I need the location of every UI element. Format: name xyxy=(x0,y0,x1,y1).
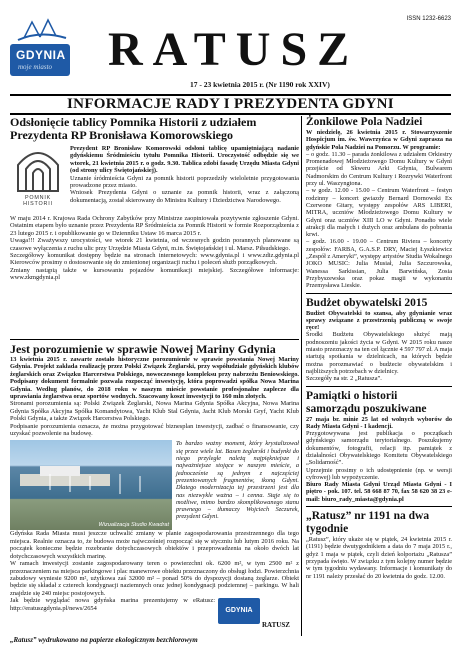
pomnik-caption-bottom: HISTORII xyxy=(23,201,53,208)
article-paragraph: – godz. 16.00 - 19.00 – Centrum Riviera – koncerty zespołów: FARBA, G.A.S.P. DRY, Maciej Łyszkiewicz „Zespół z Ameryki”, występy artystów Studia Wokalnego JOKO MUSIC: Julia Musiał, Julia Szczurowska, Wanessa Sarkissian, Julia Barwińska, Zosia Przybyszewska oraz pokaz magii w wykonaniu Przemysława Lieskie. xyxy=(306,238,452,290)
pomnik-historii-logo xyxy=(10,145,66,215)
article-paragraph: Uznanie śródmieścia Gdyni za pomnik historii poprzedziły wieloletnie przygotowania prowadzone przez miasto. xyxy=(70,174,299,190)
divider xyxy=(306,386,452,387)
gdynia-footer-logo: GDYNIA xyxy=(218,598,260,624)
article-lead: Budżet Obywatelski to szansa, aby gdynianie wraz sprawy związane z przestrzenią publiczną w swoje ręce! xyxy=(306,309,452,332)
article-title: Pamiątki o historii samorządu poszukiwane xyxy=(306,389,427,415)
right-column xyxy=(306,116,452,582)
article-pamiatki xyxy=(306,390,452,504)
article-title: Odsłonięcie tablicy Pomnika Historii z udziałem Prezydenta RP Bronisława Komorowskiego xyxy=(10,115,257,142)
contact-info: Biuro Rady Miasta Gdyni Urząd Miasta Gdyni - I piętro - pok. 107. tel. 58 668 87 70, fax 58 620 38 23 e-mail: biuro_rady_miasta@gdynia.pl xyxy=(306,481,452,503)
masthead-title: RATUSZ xyxy=(108,23,360,76)
divider xyxy=(306,506,452,507)
article-paragraph: Stronami porozumienia są: Polski Związek Żeglarski, Nowa Marina Gdynia Spółka Akcyjna, Nowa Marina Gdynia Spółka Akcyjna Spółka Komandytowa, Yacht Klub Stal Gdynia, Jacht Klub Morski Gryf, Yacht Klub Polski Gdynia, a także Związek Harcerstwa Polskiego. xyxy=(10,400,299,423)
article-pomnik-historii xyxy=(10,116,299,282)
article-paragraph: Przygotowywana jest publikacja o początkach gdyńskiego samorządu terytorialnego. Poszukujemy dokumentów, fotografii, relacji itp. pamiątek z działalności Obywatelskiego Komitetu Obywatelskiego „Solidarność”. xyxy=(306,430,452,467)
article-title: Budżet obywatelski 2015 xyxy=(306,296,428,309)
divider xyxy=(10,339,299,340)
gdynia-logo[interactable] xyxy=(10,18,102,80)
article-paragraph: W ramach inwestycji zostanie zagospodarowany teren o powierzchni ok. 6200 m², w tym 2500 m² z przeznaczeniem na miejsca parkingowe i plac manewrowe obiektu przeznaczony do obsługi łodzi. Powierzchnia zabudowy wyniesie 9200 m², użytkowa zaś 32000 m² – ponad 50% do dyspozycji dostaną żeglarze. Obiekt będzie się składał z czterech kondygnacji naziemnych oraz jednej kondygnacji podziemnej – parkingu. W hali znajdzie się 240 miejsc postojowych. xyxy=(10,560,299,597)
article-paragraph: – o godz. 11.30 – parada żonkilowa z udziałem Orkiestry Promenadowej Młodzieżowego Domu Kultury w Gdyni przejście od Skweru Arki Gdynia, Bulwarem Nadmorskim do Centrum Kultury i Rozrywki Waterfront przy ul. Waszyngtona. xyxy=(306,150,452,188)
article-quote: To bardzo ważny moment, który krystalizował się przez wiele lat. Basen żeglarski i budynki do niego przyległe należą najpiękniejsze i najważniejsze stojące w naszym mieście, a jednocześnie są jednym z najczęściej prezentowanych fragmentów, ikoną Gdyni. Dlatego modernizacja tej przestrzeni jest dla nas niezwykle ważna – i cenna. Stąje się to możliwe, mimo bardzo skomplikowanego stanu prawnego – tłumaczy Wojciech Szczurek, prezydent Gdyni. xyxy=(176,440,299,521)
article-lead: W niedzielę, 26 kwietnia 2015 r. Stowarzyszenie Hospicjum im. św. Wawrzyńca w Gdyni zaprasza na gdyńskie Pola Nadziei na Pomorzu. W programie: xyxy=(306,129,452,151)
photo-caption: Wizualizacja Studio Kwadrat xyxy=(98,522,169,529)
issue-info: 17 - 23 kwietnia 2015 r. (Nr 1190 rok XXIV) xyxy=(190,80,330,89)
article-title: „Ratusz” nr 1191 na dwa tygodnie xyxy=(306,510,430,536)
footer-slogan: „Ratusz” wydrukowano na papierze ekologicznym bezchlorowym xyxy=(10,636,198,644)
marina-visualization-photo xyxy=(10,440,172,530)
article-paragraph: „Ratusz”, który ukaże się w piątek, 24 kwietnia 2015 r. (1191) będzie dwutygodnikiem a data do 7 maja 2015 r., gdyż 1 maja w piątek, czyli dzień kolportażu „Ratusza” przypada święto. W związku z tym kolejny numer będzie w tym tygodniu wydawany. Informacje i komunikaty do nr 1191 należy przesłać do 20 kwietnia do godz. 12.00. xyxy=(306,536,452,580)
logo-subtitle: moje miasto xyxy=(18,63,53,71)
article-lead: 13 kwietnia 2015 r. zawarte zostało historyczne porozumienie w sprawie powstania Nowej Mariny Gdynia. Projekt zakłada realizację przez Polski Związek Żeglarski, przy współudziale gdyńskich klubów żeglarskich oraz Związku Harcerstwa Polskiego, nowoczesnego kompleksu przy nabrzeżu Beniowskiego. Podpisany dokument formalnie pozwala rozpocząć inwestycję, która poprowadzi spółka Nowa Marina Gdynia. Według planów, do 2018 roku w naszym mieście powstanie profesjonalne zaplecze dla uprawiania żeglarstwa oraz sportów wodnych. Szacowany koszt inwestycji to 160 mln złotych. xyxy=(10,356,299,401)
article-title: Jest porozumienie w sprawie Nowej Mariny Gdynia xyxy=(10,342,276,356)
section-banner: INFORMACJE RADY I PREZYDENTA GDYNI xyxy=(10,94,451,115)
article-title: Żonkilowe Pola Nadziei xyxy=(306,116,423,128)
logo-word: GDYNIA xyxy=(16,48,66,62)
article-paragraph: Szczegóły na str. 2 „Ratusza”. xyxy=(306,375,382,383)
article-paragraph: Uprzejmie prosimy o ich udostępnienie (np. w wersji cyfrowej) lub wypożyczenie. xyxy=(306,466,452,481)
article-paragraph: Gdyńska Rada Miasta musi jeszcze uchwalić zmiany w planie zagospodarowania przestrzennego dla tego miejsca. Realnie oznacza to, że budowa może najwcześniej rozpocząć się w styczniu lub lutym 2016 roku. Na początek konieczne będzie rozebranie dotychczasowych obiektów i przeprowadzenia na około dwóch lat dotychczasowych wszystkich marinę. xyxy=(10,530,299,560)
divider xyxy=(306,293,452,294)
article-paragraph: Uwaga!!! Zważywszy urocystości, we wtorek 21 kwietnia, od wczesnych godzin porannych planowane są czasowe wyłączenia z ruchu ulic przy Urzędzie Miasta Gdyni, m.in. Świętojańskiej i ul. Marsz. Piłsudskiego. xyxy=(10,237,299,252)
article-zonkilowe-pola xyxy=(306,116,452,290)
article-lead-block xyxy=(70,145,299,215)
pomnik-caption-top: POMNIK xyxy=(24,195,52,201)
column-divider xyxy=(301,116,302,636)
article-ratusz-1191 xyxy=(306,510,452,580)
marina-illustration xyxy=(10,440,172,530)
article-lead: 27 maja br. minie 25 lat od wolnych wyborów do Rady Miasta Gdyni - I kadencji. xyxy=(306,415,452,430)
article-paragraph: Szczegółowy komunikat dostępny będzie na stronach internetowych: www.gdynia.pl i www.zdiz.gdynia.pl Kierowców prosimy o dostosowanie się do zmienionej organizacji ruchu i poleceń służb porządkowych. xyxy=(10,252,299,267)
article-marina xyxy=(10,336,299,612)
article-paragraph: Jak będzie wyglądać nowa gdyńska marina prezentujemy w eRatusz: http://eratuszgdynia.pl/news/2654 xyxy=(10,597,215,612)
article-budzet xyxy=(306,297,452,383)
ratusz-footer-logo: RATUSZ xyxy=(262,621,290,629)
article-paragraph: Środki Budżetu Obywatelskiego służyć mają podnoszeniu jakości życia w Gdyni. W 2015 roku nasze miasto przeznaczy na ten cel łącznie 4 597 797 zł. A maja startują spotkania w dzielnicach, na których będzie można porozmawiać o budżecie obywatelskim i najbliższych potrzebach w dzielnicy. xyxy=(306,331,452,375)
issn: ISSN 1232-6623 xyxy=(406,16,451,22)
article-paragraph: Podpisanie porozumienia oznacza, że można przygotować biznesplan inwestycji, zadbać o finansowanie, czy uzyskać pozwolenie na budowę. xyxy=(10,422,299,438)
article-paragraph: Wniosek Prezydenta Gdyni o uznanie za pomnik historii, wraz z załączoną dokumentacją, został skierowany do Ministra Kultury i Dziedzictwa Narodowego. xyxy=(70,189,299,204)
article-paragraph: W maju 2014 r. Krajowa Rada Ochrony Zabytków przy Ministrze zaopiniowała pozytywnie zgłoszenie Gdyni. Ostatnim etapem było uznanie przez Prezydenta RP Śródmieścia za Pomnik Historii w formie Rozporządzenia z 23 lutego 2015 r. i opublikowanie go w Dzienniku Ustaw 16 marca 2015 r. xyxy=(10,215,299,237)
article-lead: Prezydent RP Bronisław Komorowski odsłoni tablicę upamiętniającą nadanie gdyńskiemu Śródmieściu tytułu Pomnika Historii. Uroczystość odbędzie się we wtorek, 21 kwietnia 2015 r. o godz. 9.30. Tablica zdobi fasadę Urzędu Miasta Gdyni (od strony ulicy Świętojańskiej). xyxy=(70,145,299,175)
ship-icon xyxy=(10,18,70,46)
article-paragraph: – w godz. 12.00 - 15.00 – Centrum Waterfront – festyn rodzinny – koncert gwiazdy Bernard Dornowski Ex Czerwone Gitary, występy zespołów ARS LIBERI, MITRA, uczniów Młodzieżowego Domu Kultury w Gdyni oraz uczniów XIII LO w Gdyni. Ponadto wiele atrakcji dla małych i dużych oraz ambulans do pobrania krwi. xyxy=(306,187,452,239)
masthead xyxy=(0,0,461,92)
article-paragraph: Zmiany nastąpią także w kursowaniu pojazdów komunikacji miejskiej. Szczegółowe informacje: www.zkmgdynia.pl xyxy=(10,266,299,282)
pomnik-caption xyxy=(10,195,66,207)
monument-icon xyxy=(14,147,62,193)
